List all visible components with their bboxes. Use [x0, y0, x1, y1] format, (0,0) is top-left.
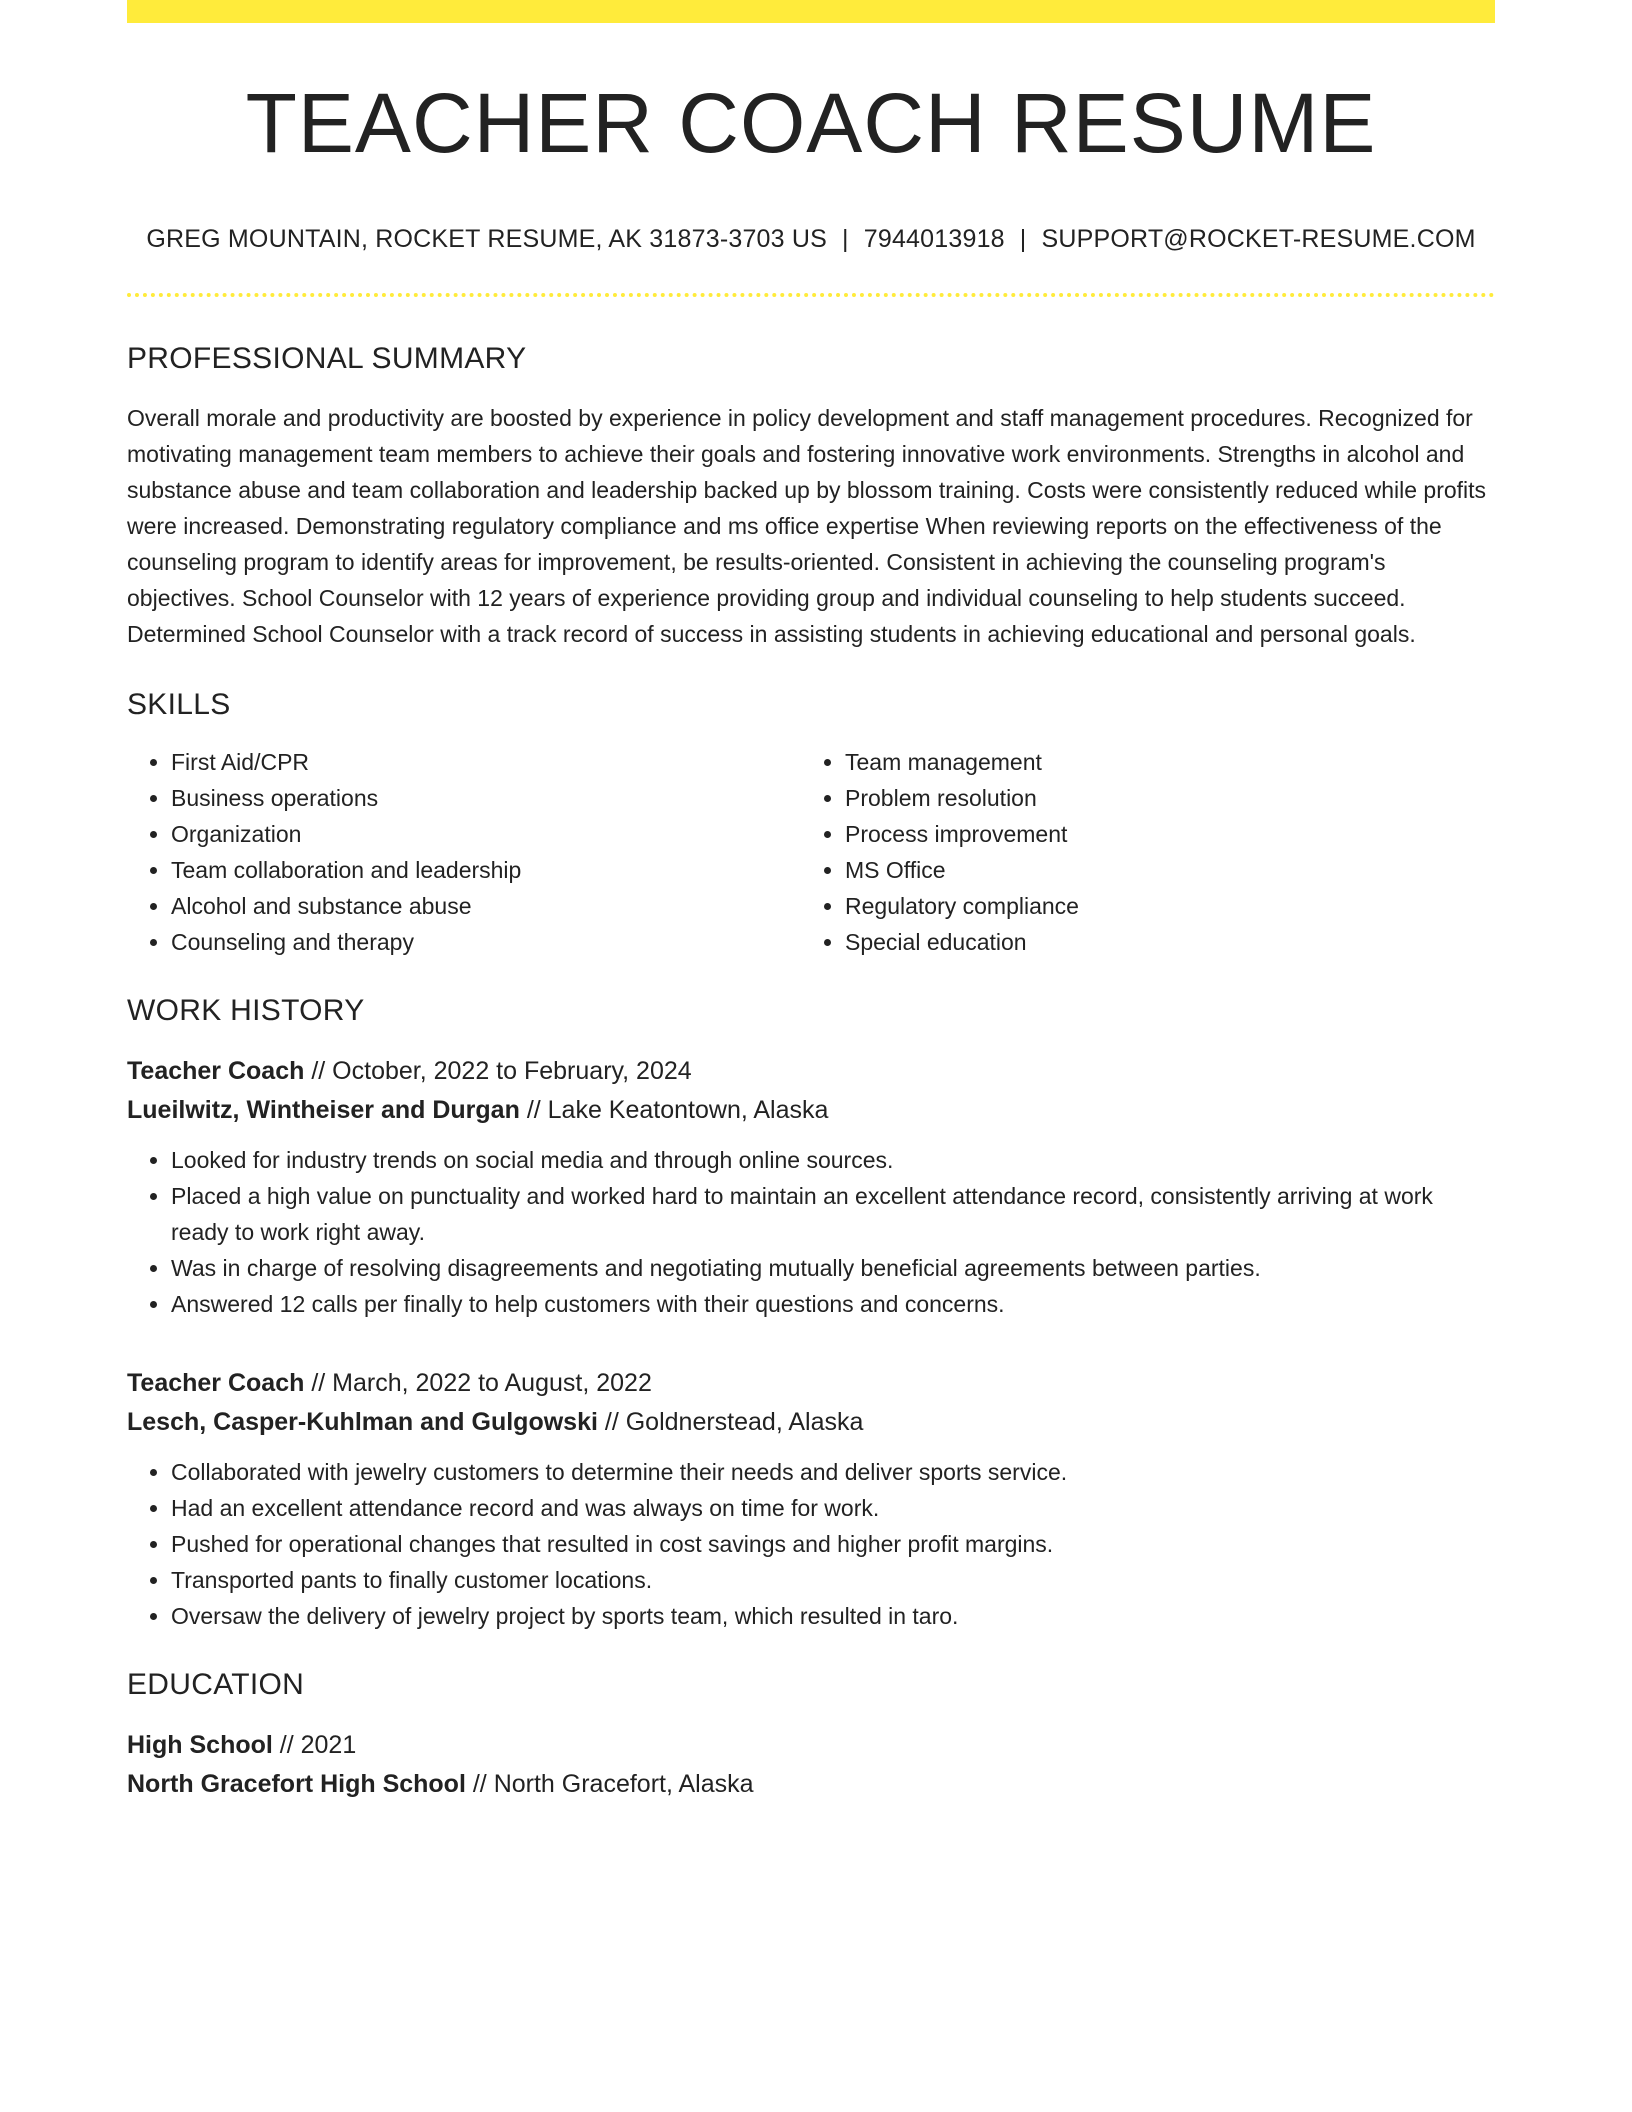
education-location: // North Gracefort, Alaska: [472, 1770, 754, 1798]
job-title: Teacher Coach: [127, 1369, 305, 1397]
job-title-line: [127, 1052, 1495, 1091]
education-degree-line: [127, 1726, 1495, 1765]
job-company: Lesch, Casper-Kuhlman and Gulgowski: [127, 1408, 598, 1436]
education-year: // 2021: [279, 1731, 357, 1759]
job-entry: [127, 1364, 1495, 1634]
accent-top-bar: [127, 0, 1495, 23]
duty-item: • Looked for industry trends on social media and through online sources.: [171, 1142, 1495, 1178]
duty-item: • Answered 12 calls per finally to help customers with their questions and concerns.: [171, 1286, 1495, 1322]
contact-separator: |: [842, 225, 849, 253]
skills-heading: SKILLS: [127, 688, 231, 721]
skill-item: • Alcohol and substance abuse: [171, 888, 801, 924]
skill-item: • Counseling and therapy: [171, 924, 801, 960]
education-degree: High School: [127, 1731, 273, 1759]
job-dates: // March, 2022 to August, 2022: [311, 1369, 652, 1397]
job-title-line: [127, 1364, 1495, 1403]
job-company: Lueilwitz, Wintheiser and Durgan: [127, 1096, 520, 1124]
resume-title: TEACHER COACH RESUME: [245, 76, 1377, 170]
duty-item: • Placed a high value on punctuality and worked hard to maintain an excellent attendance record, consistently arriving at work ready to work right away.: [171, 1178, 1495, 1250]
skill-item: • Regulatory compliance: [845, 888, 1475, 924]
summary-text: Overall morale and productivity are boosted by experience in policy development and staff management procedures. Recognized for motivating management team members to achieve their goals and fostering innovative work environments. Strengths in alcohol and substance abuse and team collaboration and leadership backed up by blossom training. Costs were consistently reduced while profits were increased. Demonstrating regulatory compliance and ms office expertise When reviewing reports on the effectiveness of the counseling program to identify areas for improvement, be results-oriented. Consistent in achieving the counseling program's objectives. School Counselor with 12 years of experience providing group and individual counseling to help students succeed. Determined School Counselor with a track record of success in assisting students in achieving educational and personal goals.: [127, 405, 1487, 647]
skill-item: • Process improvement: [845, 816, 1475, 852]
skills-column-left: [127, 744, 801, 960]
work-history-heading: WORK HISTORY: [127, 994, 365, 1027]
skill-item: • Team collaboration and leadership: [171, 852, 801, 888]
job-entry: [127, 1052, 1495, 1322]
contact-line: [127, 225, 1495, 254]
contact-separator: |: [1019, 225, 1027, 253]
contact-address: GREG MOUNTAIN, ROCKET RESUME, AK 31873-3703 US: [146, 225, 828, 253]
education-heading: EDUCATION: [127, 1668, 305, 1701]
skills-list: [127, 744, 1495, 960]
contact-phone: 7944013918: [863, 225, 1005, 253]
skill-item: • Organization: [171, 816, 801, 852]
duty-item: • Had an excellent attendance record and was always on time for work.: [171, 1490, 1495, 1526]
job-duties: [127, 1454, 1495, 1634]
skill-item: • Problem resolution: [845, 780, 1475, 816]
duty-item: • Oversaw the delivery of jewelry project by sports team, which resulted in taro.: [171, 1598, 1495, 1634]
skill-item: • Special education: [845, 924, 1475, 960]
job-duties: [127, 1142, 1495, 1322]
contact-email: SUPPORT@ROCKET-RESUME.COM: [1041, 225, 1476, 253]
education-school-line: [127, 1765, 1495, 1804]
duty-item: • Pushed for operational changes that resulted in cost savings and higher profit margins.: [171, 1526, 1495, 1562]
job-location: // Lake Keatontown, Alaska: [526, 1096, 829, 1124]
duty-item: • Transported pants to finally customer locations.: [171, 1562, 1495, 1598]
dotted-divider: [127, 293, 1495, 297]
job-company-line: [127, 1091, 1495, 1130]
skill-item: • First Aid/CPR: [171, 744, 801, 780]
skill-item: • MS Office: [845, 852, 1475, 888]
skill-item: • Business operations: [171, 780, 801, 816]
skills-column-right: [801, 744, 1475, 960]
summary-heading: PROFESSIONAL SUMMARY: [127, 342, 527, 375]
duty-item: • Was in charge of resolving disagreements and negotiating mutually beneficial agreements between parties.: [171, 1250, 1495, 1286]
job-dates: // October, 2022 to February, 2024: [311, 1057, 692, 1085]
education-school: North Gracefort High School: [127, 1770, 466, 1798]
job-location: // Goldnerstead, Alaska: [604, 1408, 864, 1436]
duty-item: • Collaborated with jewelry customers to determine their needs and deliver sports service.: [171, 1454, 1495, 1490]
resume-page: [127, 0, 1495, 1804]
job-company-line: [127, 1403, 1495, 1442]
job-title: Teacher Coach: [127, 1057, 305, 1085]
skill-item: • Team management: [845, 744, 1475, 780]
